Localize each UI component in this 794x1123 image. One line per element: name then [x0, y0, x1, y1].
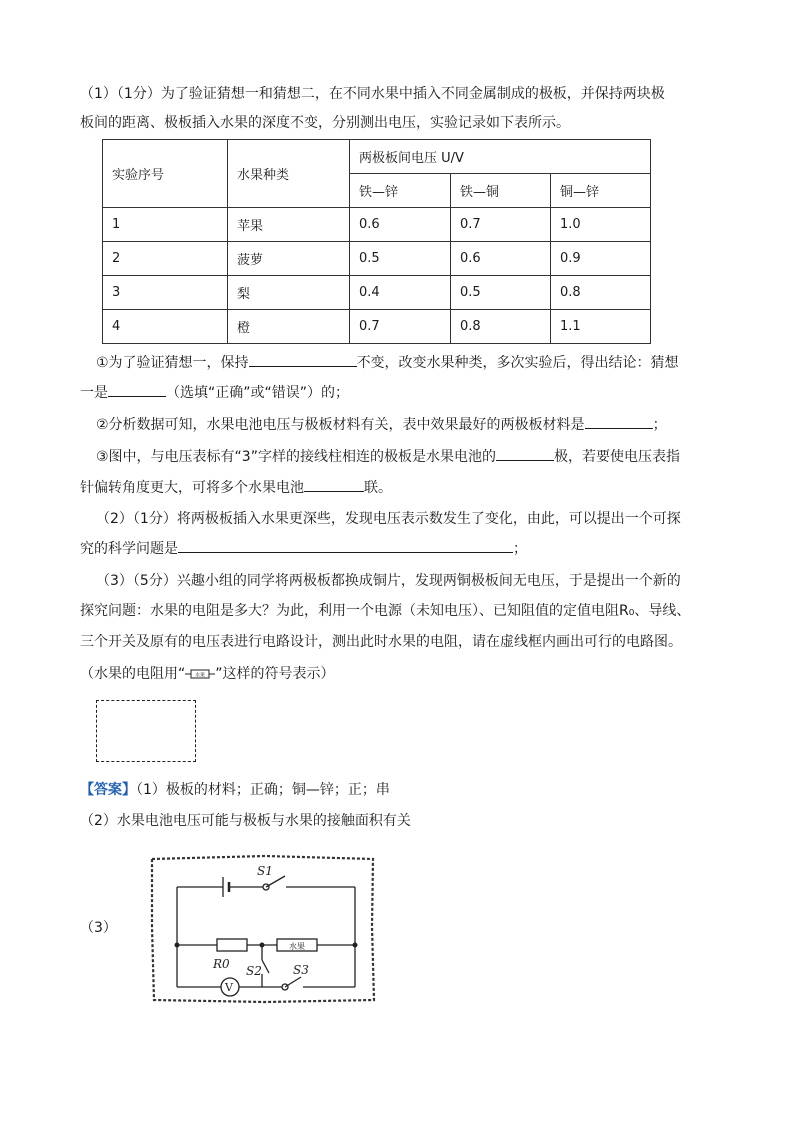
- junction-dot: [260, 943, 265, 948]
- switch-s3-blade: [285, 977, 301, 987]
- fruit-resistor-symbol: [185, 669, 215, 679]
- q3-line3: 三个开关及原有的电压表进行电路设计，测出此时水果的电阻，请在虚线框内画出可行的电路图。: [80, 634, 682, 650]
- table-header-seq: 实验序号: [103, 140, 228, 208]
- sub3-text-c: 针偏转角度更大，可将多个水果电池: [80, 480, 304, 496]
- table-cell-voltage: 0.8: [451, 310, 551, 344]
- sub1-text-c: 一是: [80, 385, 108, 401]
- sub3-text-d: 联。: [364, 480, 392, 496]
- table-cell-voltage: 0.6: [451, 242, 551, 276]
- q2-text-a: 究的科学问题是: [80, 541, 178, 557]
- answer-line1: [80, 780, 390, 800]
- label-s2: S2: [246, 964, 262, 978]
- q2-text-b: ；: [513, 541, 527, 557]
- q3-line2: 探究问题：水果的电阻是多大？为此，利用一个电源（未知电压）、已知阻值的定值电阻R₀、导线、: [80, 603, 691, 619]
- voltage-table: [102, 139, 651, 344]
- resistor-r0: [217, 939, 247, 951]
- table-cell-fruit: 梨: [228, 276, 350, 310]
- table-header-voltage: 两极板间电压 U/V: [350, 140, 651, 174]
- table-cell-voltage: 0.6: [350, 208, 451, 242]
- label-s3: S3: [293, 963, 309, 977]
- answer-line3: （3）: [80, 920, 117, 936]
- table-cell-seq: 2: [103, 242, 228, 276]
- table-cell-voltage: 0.4: [350, 276, 451, 310]
- answer-line2: （2）水果电池电压可能与极板与水果的接触面积有关: [80, 813, 411, 829]
- fruit-symbol-text: 水果: [195, 672, 206, 679]
- table-cell-seq: 1: [103, 208, 228, 242]
- table-cell-voltage: 0.5: [451, 276, 551, 310]
- table-cell-seq: 3: [103, 276, 228, 310]
- table-cell-voltage: 0.9: [551, 242, 651, 276]
- answer-blank[interactable]: [304, 477, 364, 492]
- circuit-diagram: [145, 852, 380, 1005]
- label-r0: R0: [213, 957, 230, 971]
- q3-text-a: （水果的电阻用“: [80, 666, 186, 682]
- drawing-box[interactable]: [96, 700, 196, 762]
- table-cell-fruit: 苹果: [228, 208, 350, 242]
- sub2-line: [96, 414, 667, 435]
- table-row: [103, 310, 651, 344]
- q2-line2: [80, 538, 527, 559]
- table-header-pair: 铜—锌: [551, 174, 651, 208]
- junction-dot: [175, 943, 180, 948]
- answer-tag: 【答案】: [80, 782, 136, 798]
- voltmeter-label: V: [225, 981, 233, 994]
- junction-dot: [353, 943, 358, 948]
- q1-intro-line2: 板间的距离、极板插入水果的深度不变，分别测出电压，实验记录如下表所示。: [80, 115, 570, 131]
- table-row: [103, 276, 651, 310]
- sub2-text-a: ②分析数据可知，水果电池电压与极板材料有关，表中效果最好的两极板材料是: [96, 417, 585, 433]
- sub1-line2: [80, 382, 349, 403]
- q3-line4: [80, 664, 335, 684]
- table-cell-seq: 4: [103, 310, 228, 344]
- sub3-line2: [80, 477, 392, 498]
- answer-blank[interactable]: [178, 538, 513, 553]
- sub1-text-d: （选填“正确”或“错误”）的；: [166, 385, 350, 401]
- sub3-line1: [96, 446, 680, 467]
- table-row: [103, 242, 651, 276]
- table-cell-voltage: 0.7: [451, 208, 551, 242]
- q1-intro-line1: （1）（1分）为了验证猜想一和猜想二，在不同水果中插入不同金属制成的极板，并保持两块极: [80, 86, 665, 102]
- table-cell-fruit: 橙: [228, 310, 350, 344]
- sub2-text-b: ；: [652, 417, 667, 433]
- q3-line1: （3）（5分）兴趣小组的同学将两极板都换成铜片，发现两铜极板间无电压，于是提出一个新的: [96, 573, 681, 589]
- table-cell-fruit: 菠萝: [228, 242, 350, 276]
- q2-line1: （2）（1分）将两极板插入水果更深些，发现电压表示数发生了变化，由此，可以提出一个可探: [96, 511, 681, 527]
- switch-s2-blade: [262, 960, 269, 973]
- table-cell-voltage: 0.5: [350, 242, 451, 276]
- fruit-resistor-label: 水果: [289, 942, 305, 951]
- sub1-text-b: 不变，改变水果种类，多次实验后，得出结论：猜想: [356, 355, 679, 371]
- label-s1: S1: [257, 864, 273, 878]
- answer-blank[interactable]: [585, 414, 653, 429]
- q3-text-b: ”这样的符号表示）: [215, 666, 335, 682]
- table-row: [103, 208, 651, 242]
- table-header-fruit: 水果种类: [228, 140, 350, 208]
- answer-blank[interactable]: [249, 352, 357, 367]
- answer-text-1: （1）极板的材料；正确；铜—锌；正；串: [136, 782, 390, 798]
- table-cell-voltage: 1.1: [551, 310, 651, 344]
- table-header-pair: 铁—锌: [350, 174, 451, 208]
- table-cell-voltage: 0.8: [551, 276, 651, 310]
- table-header-pair: 铁—铜: [451, 174, 551, 208]
- table-cell-voltage: 1.0: [551, 208, 651, 242]
- sub1-text-a: ①为了验证猜想一，保持: [96, 355, 249, 371]
- sub3-text-b: 极，若要使电压表指: [553, 449, 680, 465]
- answer-blank[interactable]: [496, 446, 554, 461]
- sub1-line1: [96, 352, 679, 373]
- sub3-text-a: ③图中，与电压表标有“3”字样的接线柱相连的极板是水果电池的: [96, 449, 496, 465]
- answer-blank[interactable]: [108, 382, 166, 397]
- table-cell-voltage: 0.7: [350, 310, 451, 344]
